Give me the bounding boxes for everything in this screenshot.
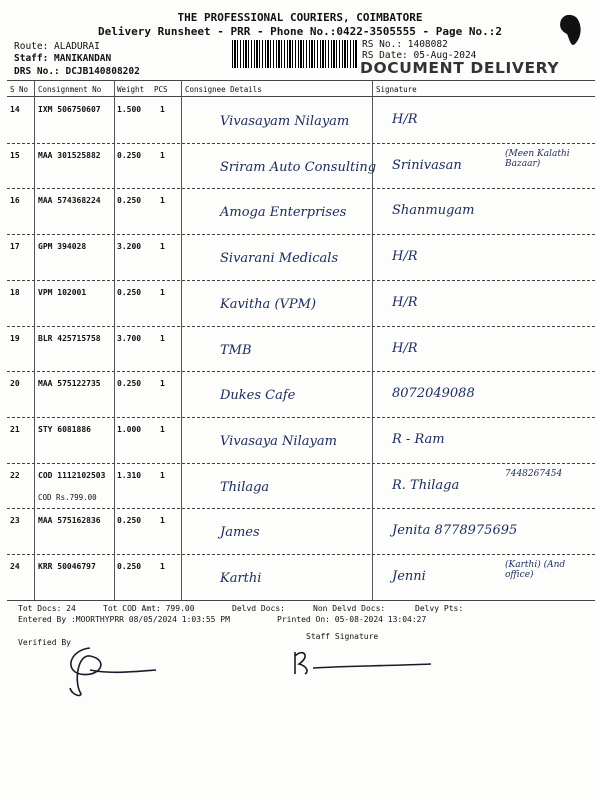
row-pcs: 1 xyxy=(160,150,165,160)
corner-blot xyxy=(555,8,585,48)
rs-no: RS No.: 1408082 xyxy=(362,39,448,50)
row-signature-handwritten: Srinivasan xyxy=(392,157,462,173)
row-signature-handwritten: H/R xyxy=(392,294,418,310)
row-divider xyxy=(7,188,595,189)
row-divider xyxy=(7,508,595,509)
rs-date: RS Date: 05-Aug-2024 xyxy=(362,50,477,61)
row-weight: 3.200 xyxy=(117,242,142,252)
row-sno: 23 xyxy=(10,516,20,526)
drs-label: DRS No.: DCJB140808202 xyxy=(14,66,140,77)
row-consignment-no: MAA 575162836 xyxy=(38,516,101,526)
row-signature-handwritten: Jenni xyxy=(392,569,426,584)
row-consignee-handwritten: James xyxy=(220,525,260,541)
document-delivery-stamp: DOCUMENT DELIVERY xyxy=(360,59,560,77)
table-header-rule xyxy=(7,96,595,97)
col-sno: S No xyxy=(10,85,29,94)
row-consignment-no: MAA 574368224 xyxy=(38,196,101,206)
row-signature-handwritten: H/R xyxy=(392,112,418,127)
table-top-rule xyxy=(7,80,595,81)
staff-signature-label: Staff Signature xyxy=(306,632,379,641)
row-sno: 15 xyxy=(10,150,20,160)
row-divider xyxy=(7,143,595,144)
row-pcs: 1 xyxy=(160,333,165,343)
entered-by: Entered By :MOORTHYPRR 08/05/2024 1:03:55 PM xyxy=(18,615,230,624)
row-consignee-handwritten: Thilaga xyxy=(220,479,270,495)
row-divider xyxy=(7,280,595,281)
row-weight: 0.250 xyxy=(117,287,142,297)
row-weight: 1.000 xyxy=(117,424,142,434)
table-bottom-rule xyxy=(7,600,595,601)
row-signature-handwritten: R - Ram xyxy=(392,431,445,447)
row-sno: 17 xyxy=(10,242,20,252)
row-consignee-handwritten: Karthi xyxy=(220,571,262,586)
row-weight: 0.250 xyxy=(117,562,142,571)
col-consignment: Consignment No xyxy=(38,85,102,94)
delvd-docs: Delvd Docs: xyxy=(232,604,285,613)
row-consignee-handwritten: Amoga Enterprises xyxy=(220,205,347,221)
staff-signature-scribble xyxy=(285,642,435,682)
row-pcs: 1 xyxy=(160,105,165,114)
staff-label: Staff: MANIKANDAN xyxy=(14,53,112,64)
row-pcs: 1 xyxy=(160,470,165,480)
row-consignment-no: KRR 50046797 xyxy=(38,562,96,571)
row-sno: 22 xyxy=(10,470,20,480)
row-sno: 14 xyxy=(10,105,20,114)
row-sno: 20 xyxy=(10,379,20,389)
row-pcs: 1 xyxy=(160,242,165,252)
row-weight: 0.250 xyxy=(117,516,142,526)
row-signature-handwritten: 8072049088 xyxy=(392,386,475,402)
row-consignment-no: GPM 394028 xyxy=(38,242,87,252)
row-consignee-handwritten: Sivarani Medicals xyxy=(220,251,339,267)
verified-by: Verified By xyxy=(18,638,71,647)
row-divider xyxy=(7,371,595,372)
row-pcs: 1 xyxy=(160,196,165,206)
row-weight: 1.500 xyxy=(117,105,142,114)
row-pcs: 1 xyxy=(160,287,165,297)
row-weight: 3.700 xyxy=(117,333,142,343)
row-signature-handwritten: H/R xyxy=(392,340,418,356)
row-pcs: 1 xyxy=(160,424,165,434)
row-consignment-no: MAA 301525882 xyxy=(38,150,101,160)
col-divider xyxy=(34,80,35,600)
col-signature: Signature xyxy=(376,85,417,94)
row-cod-amount: COD Rs.799.00 xyxy=(38,492,97,502)
row-sno: 24 xyxy=(10,562,20,571)
row-sno: 16 xyxy=(10,196,20,206)
barcode xyxy=(232,40,358,68)
col-divider xyxy=(372,80,373,600)
row-divider xyxy=(7,554,595,555)
col-divider xyxy=(181,80,182,600)
row-consignment-no: IXM 506750607 xyxy=(38,105,101,114)
row-divider xyxy=(7,234,595,235)
tot-cod-amt: Tot COD Amt: 799.00 xyxy=(103,604,195,613)
col-pcs: PCS xyxy=(154,85,168,94)
row-signature-note: 7448267454 xyxy=(505,468,563,479)
row-consignee-handwritten: Vivasaya Nilayam xyxy=(220,433,337,449)
row-divider xyxy=(7,417,595,418)
verifier-signature-scribble xyxy=(60,640,160,700)
row-divider xyxy=(7,463,595,464)
row-consignee-handwritten: Sriram Auto Consulting xyxy=(220,159,377,175)
company-title: THE PROFESSIONAL COURIERS, COIMBATORE xyxy=(177,11,423,24)
tot-docs: Tot Docs: 24 xyxy=(18,604,76,613)
row-signature-note: (Meen Kalathi Bazaar) xyxy=(505,148,570,169)
row-consignment-no: MAA 575122735 xyxy=(38,379,101,389)
row-weight: 0.250 xyxy=(117,196,142,206)
row-divider xyxy=(7,326,595,327)
row-weight: 1.310 xyxy=(117,470,142,480)
row-consignment-no: BLR 425715758 xyxy=(38,333,101,343)
col-consignee: Consignee Details xyxy=(185,85,262,94)
row-weight: 0.250 xyxy=(117,379,142,389)
row-consignee-handwritten: TMB xyxy=(220,342,252,358)
printed-on: Printed On: 05-08-2024 13:04:27 xyxy=(277,615,427,624)
row-consignment-no: STY 6081886 xyxy=(38,424,91,434)
row-consignment-no: VPM 102001 xyxy=(38,287,87,297)
row-consignee-handwritten: Vivasayam Nilayam xyxy=(220,114,350,129)
row-consignee-handwritten: Dukes Cafe xyxy=(220,388,296,404)
row-signature-handwritten: R. Thilaga xyxy=(392,477,460,493)
row-signature-handwritten: H/R xyxy=(392,249,418,265)
col-weight: Weight xyxy=(117,85,145,94)
row-consignee-handwritten: Kavitha (VPM) xyxy=(220,296,317,312)
row-pcs: 1 xyxy=(160,516,165,526)
row-pcs: 1 xyxy=(160,562,165,571)
row-consignment-no: COD 1112102503 xyxy=(38,470,106,480)
row-signature-handwritten: Shanmugam xyxy=(392,203,475,219)
non-delvd-docs: Non Delvd Docs: xyxy=(313,604,386,613)
delvy-pts: Delvy Pts: xyxy=(415,604,464,613)
row-sno: 19 xyxy=(10,333,20,343)
row-pcs: 1 xyxy=(160,379,165,389)
row-signature-handwritten: Jenita 8778975695 xyxy=(392,523,518,539)
runsheet-title: Delivery Runsheet - PRR - Phone No.:0422-3505555 - Page No.:2 xyxy=(98,25,502,38)
route-label: Route: ALADURAI xyxy=(14,41,100,52)
row-sno: 21 xyxy=(10,424,20,434)
row-weight: 0.250 xyxy=(117,150,142,160)
row-signature-note: (Karthi) (And office) xyxy=(505,560,566,580)
row-sno: 18 xyxy=(10,287,20,297)
col-divider xyxy=(114,80,115,600)
